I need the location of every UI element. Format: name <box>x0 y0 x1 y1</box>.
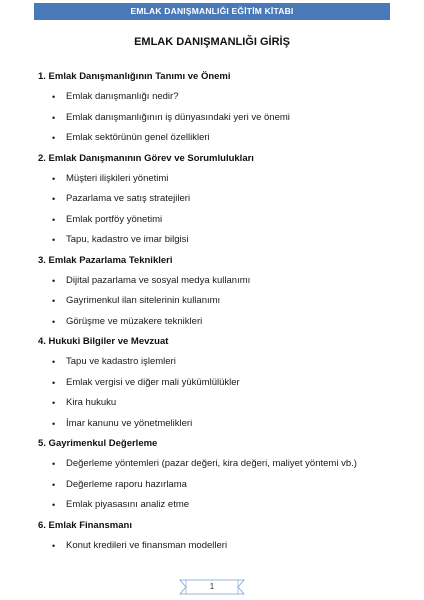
section-heading: 1. Emlak Danışmanlığının Tanımı ve Önemi <box>38 71 231 82</box>
bullet-icon: • <box>52 479 56 490</box>
bullet-icon: • <box>52 540 56 551</box>
list-item <box>52 172 398 186</box>
list-item <box>52 355 398 369</box>
list-item-text: Kira hukuku <box>66 397 117 408</box>
toc-section <box>38 70 398 145</box>
list-item-text: Emlak danışmanlığının iş dünyasındaki yeri ve önemi <box>66 111 290 123</box>
section-item-list <box>38 172 398 248</box>
list-item-text: Emlak sektörünün genel özellikleri <box>66 132 210 143</box>
bullet-icon: • <box>52 173 56 184</box>
bullet-icon: • <box>52 500 56 510</box>
page-footer <box>0 576 424 600</box>
table-of-contents <box>38 70 398 559</box>
list-item-text: Pazarlama ve satış stratejileri <box>66 193 191 204</box>
list-item <box>52 396 398 410</box>
bullet-icon: • <box>52 112 56 123</box>
section-item-list <box>38 274 398 329</box>
page-number: 1 <box>209 582 215 591</box>
bullet-icon: • <box>52 235 56 245</box>
list-item-text: Görüşme ve müzakere teknikleri <box>66 315 203 327</box>
bullet-icon: • <box>52 418 56 429</box>
list-item-text: İmar kanunu ve yönetmelikleri <box>66 417 193 429</box>
section-item-list <box>38 355 398 431</box>
list-item <box>52 294 398 308</box>
list-item-text: Değerleme yöntemleri (pazar değeri, kira değeri, maliyet yöntemi vb.) <box>66 458 357 469</box>
section-item-list <box>38 90 398 145</box>
bullet-icon: • <box>52 377 56 388</box>
list-item-text: Emlak piyasasını analiz etme <box>66 499 190 510</box>
list-item-text: Tapu, kadastro ve imar bilgisi <box>66 234 189 245</box>
section-heading: 2. Emlak Danışmanının Görev ve Sorumlulukları <box>38 152 254 164</box>
list-item <box>52 233 398 247</box>
toc-section <box>38 335 398 431</box>
bullet-icon: • <box>52 459 56 469</box>
bullet-icon: • <box>52 133 56 143</box>
list-item <box>52 192 398 206</box>
bullet-icon: • <box>52 92 56 102</box>
list-item <box>52 131 398 145</box>
list-item <box>52 90 398 104</box>
toc-section <box>38 519 398 553</box>
list-item <box>52 539 398 553</box>
toc-section <box>38 437 398 512</box>
list-item <box>52 478 398 492</box>
list-item <box>52 457 398 471</box>
list-item <box>52 111 398 125</box>
list-item-text: Konut kredileri ve finansman modelleri <box>66 539 228 551</box>
list-item <box>52 274 398 288</box>
section-heading: 4. Hukuki Bilgiler ve Mevzuat <box>38 336 169 347</box>
bullet-icon: • <box>52 398 56 408</box>
toc-section <box>38 152 398 248</box>
list-item-text: Tapu ve kadastro işlemleri <box>66 356 176 367</box>
list-item-text: Emlak portföy yönetimi <box>66 213 163 225</box>
page-title: EMLAK DANIŞMANLIĞI GİRİŞ <box>134 36 290 48</box>
bullet-icon: • <box>52 296 56 306</box>
toc-section <box>38 254 398 329</box>
bullet-icon: • <box>52 357 56 367</box>
list-item <box>52 376 398 390</box>
bullet-icon: • <box>52 194 56 204</box>
section-heading: 5. Gayrimenkul Değerleme <box>38 438 158 449</box>
section-heading: 3. Emlak Pazarlama Teknikleri <box>38 254 173 266</box>
list-item <box>52 213 398 227</box>
list-item-text: Gayrimenkul ilan sitelerinin kullanımı <box>66 295 221 306</box>
list-item-text: Değerleme raporu hazırlama <box>66 478 187 490</box>
section-heading: 6. Emlak Finansmanı <box>38 519 132 531</box>
bullet-icon: • <box>52 316 56 327</box>
list-item-text: Emlak danışmanlığı nedir? <box>66 91 179 102</box>
list-item-text: Müşteri ilişkileri yönetimi <box>66 172 169 184</box>
list-item <box>52 498 398 512</box>
bullet-icon: • <box>52 275 56 286</box>
section-item-list <box>38 457 398 512</box>
header-banner <box>34 3 390 20</box>
bullet-icon: • <box>52 214 56 225</box>
section-item-list <box>38 539 398 553</box>
list-item-text: Emlak vergisi ve diğer mali yükümlülükler <box>66 376 240 388</box>
header-banner-text: EMLAK DANIŞMANLIĞI EĞİTİM KİTABI <box>130 6 294 16</box>
list-item <box>52 315 398 329</box>
list-item <box>52 417 398 431</box>
list-item-text: Dijital pazarlama ve sosyal medya kullanımı <box>66 274 251 286</box>
